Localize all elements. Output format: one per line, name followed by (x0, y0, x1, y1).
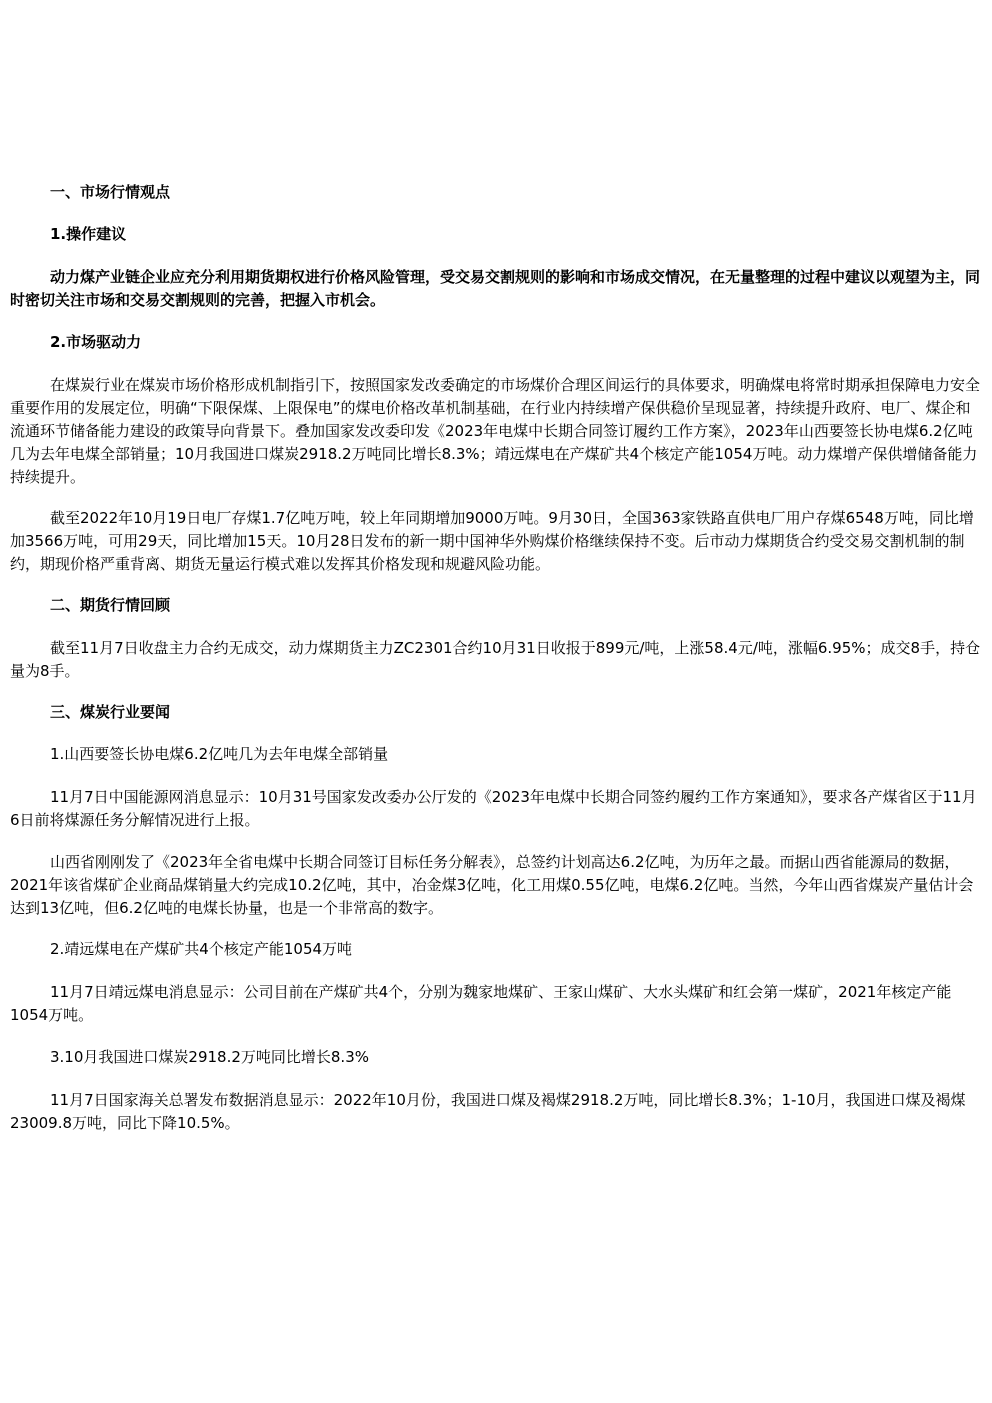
news-1-paragraph-1: 11月7日中国能源网消息显示：10月31号国家发改委办公厅发的《2023年电煤中长期合同签约履约工作方案通知》，要求各产煤省区于11月6日前将煤源任务分解情况进行上报。 (10, 788, 977, 829)
section-1-title: 一、市场行情观点 (50, 183, 171, 201)
futures-review-text: 截至11月7日收盘主力合约无成交，动力煤期货主力ZC2301合约10月31日收报于899元/吨，上涨58.4元/吨，涨幅6.95%；成交8手，持仓量为8手。 (10, 639, 981, 680)
news-2-title: 2.靖远煤电在产煤矿共4个核定产能1054万吨 (50, 940, 353, 958)
section-1-2-title: 2.市场驱动力 (50, 333, 142, 351)
news-1-paragraph-2: 山西省刚刚发了《2023年全省电煤中长期合同签订目标任务分解表》，总签约计划高达6.2亿吨，为历年之最。而据山西省能源局的数据，2021年该省煤矿企业商品煤销量大约完成10.2亿吨，其中，冶金煤3亿吨，化工用煤0.55亿吨，电煤6.2亿吨。当然，今年山西省煤炭产量估计会达到13亿吨，但6.2亿吨的电煤长协量，也是一个非常高的数字。 (10, 853, 974, 917)
section-2-title: 二、期货行情回顾 (50, 596, 171, 614)
news-3-title: 3.10月我国进口煤炭2918.2万吨同比增长8.3% (50, 1048, 369, 1066)
operation-advice-text: 动力煤产业链企业应充分利用期货期权进行价格风险管理，受交易交割规则的影响和市场成交情况，在无量整理的过程中建议以观望为主，同时密切关注市场和交易交割规则的完善，把握入市机会。 (10, 268, 981, 309)
news-3-paragraph-1: 11月7日国家海关总署发布数据消息显示：2022年10月份，我国进口煤及褐煤2918.2万吨，同比增长8.3%；1-10月，我国进口煤及褐煤23009.8万吨，同比下降10.5%。 (10, 1091, 966, 1132)
section-1-1-title: 1.操作建议 (50, 225, 127, 243)
news-2-paragraph-1: 11月7日靖远煤电消息显示：公司目前在产煤矿共4个，分别为魏家地煤矿、王家山煤矿、大水头煤矿和红会第一煤矿，2021年核定产能1054万吨。 (10, 983, 952, 1024)
section-3-title: 三、煤炭行业要闻 (50, 703, 171, 721)
market-driver-paragraph-2: 截至2022年10月19日电厂存煤1.7亿吨万吨，较上年同期增加9000万吨。9月30日，全国363家铁路直供电厂用户存煤6548万吨，同比增加3566万吨，可用29天，同比增加15天。10月28日发布的新一期中国神华外购煤价格继续保持不变。后市动力煤期货合约受交易交割机制的制约，期现价格严重背离、期货无量运行模式难以发挥其价格发现和规避风险功能。 (10, 509, 974, 573)
news-1-title: 1.山西要签长协电煤6.2亿吨几为去年电煤全部销量 (50, 745, 389, 763)
market-driver-paragraph-1: 在煤炭行业在煤炭市场价格形成机制指引下，按照国家发改委确定的市场煤价合理区间运行的具体要求，明确煤电将常时期承担保障电力安全重要作用的发展定位，明确“下限保煤、上限保电”的煤电价格改革机制基础，在行业内持续增产保供稳价呈现显著，持续提升政府、电厂、煤企和流通环节储备能力建设的政策导向背景下。叠加国家发改委印发《2023年电煤中长期合同签订履约工作方案》，2023年山西要签长协电煤6.2亿吨几为去年电煤全部销量；10月我国进口煤炭2918.2万吨同比增长8.3%；靖远煤电在产煤矿共4个核定产能1054万吨。动力煤增产保供增储备能力持续提升。 (10, 376, 981, 486)
